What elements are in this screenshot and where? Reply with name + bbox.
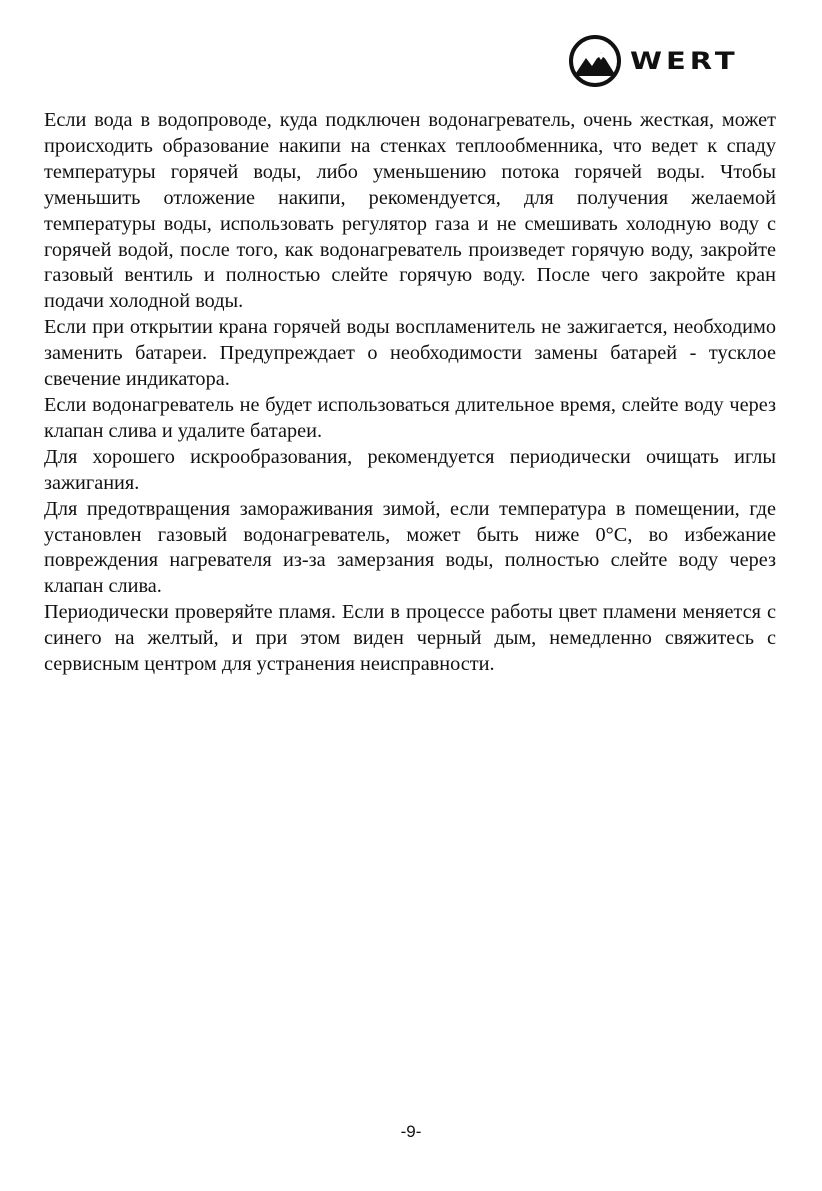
paragraph-scale-warning: Если вода в водопроводе, куда подключен водонагреватель, очень жесткая, может происходить образование накипи на стенках теплообменника, что ведет к спаду температуры горячей воды, либо уменьшению потока горячей воды. Чтобы уменьшить отложение накипи, рекомендуется, для получения желаемой температуры воды, использовать регулятор газа и не смешивать холодную воду с горячей водой, после того, как водонагреватель произведет горячую воду, закройте газовый вентиль и полностью слейте горячую воду. После чего закройте кран подачи холодной воды. [44,109,776,313]
paragraph-ignition-cleaning: Для хорошего искрообразования, рекомендуется периодически очищать иглы зажигания. [44,445,776,494]
brand-name: WERT [630,47,739,75]
paragraph-battery-replacement: Если при открытии крана горячей воды воспламенитель не зажигается, необходимо заменить батареи. Предупреждает о необходимости замены батарей - тусклое свечение индикатора. [44,316,776,391]
brand-logo [568,34,788,88]
document-body [44,108,776,678]
paragraph-flame-check: Периодически проверяйте пламя. Если в процессе работы цвет пламени меняется с синего на желтый, и при этом виден черный дым, немедленно свяжитесь с сервисным центром для устранения неисправности. [44,601,776,676]
paragraph-long-storage: Если водонагреватель не будет использоваться длительное время, слейте воду через клапан слива и удалите батареи. [44,393,776,442]
paragraph-freeze-protection: Для предотвращения замораживания зимой, если температура в помещении, где установлен газовый водонагреватель, может быть ниже 0°С, во избежание повреждения нагревателя из-за замерзания воды, полностью слейте воду через клапан слива. [44,497,776,598]
page-number: -9- [400,1122,422,1141]
mountain-circle-logo-icon [568,34,622,88]
